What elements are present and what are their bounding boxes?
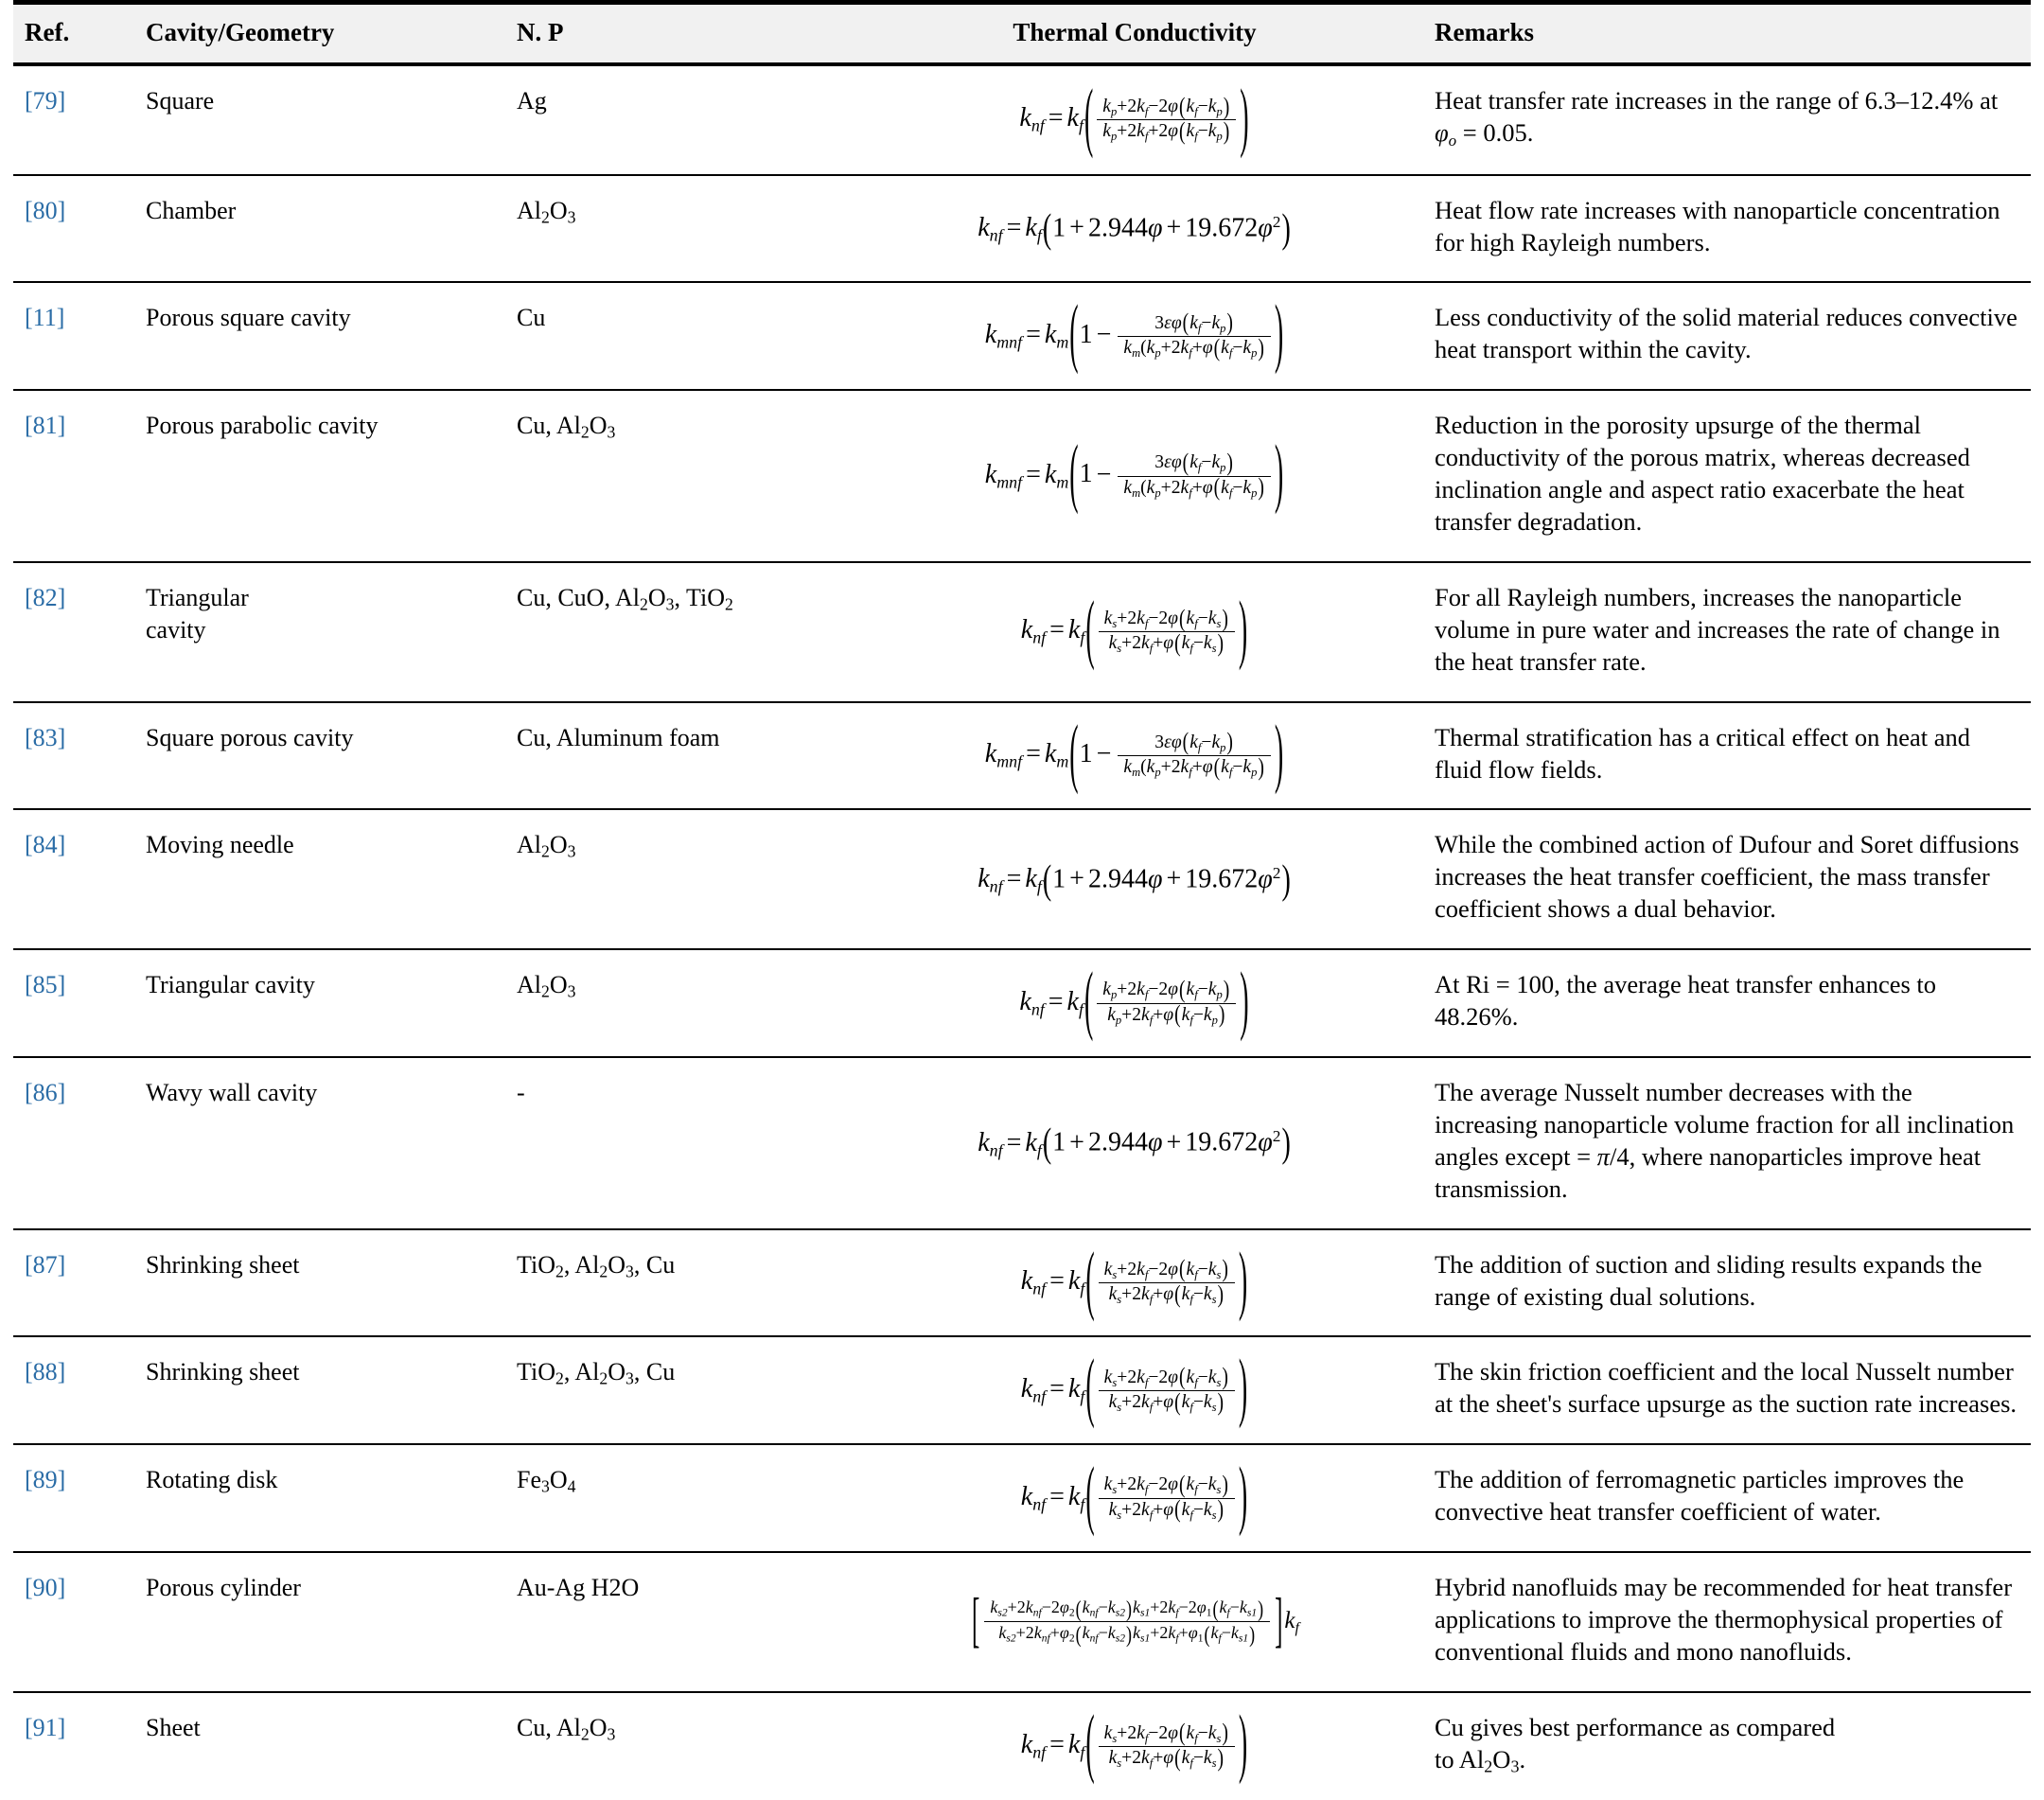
nanoparticle-cell: Cu, Aluminum foam [505,702,846,810]
formula-cell [846,1057,1423,1229]
table-row [13,702,2031,810]
geometry-cell [134,562,505,702]
column-header-ref: Ref. [25,18,70,46]
remarks-cell: The average Nusselt number decreases with the increasing nanoparticle volume fraction for all inclination angles except = π/4, where nanoparticles improve heat transmission. [1423,1057,2031,1229]
remarks-cell: The addition of suction and sliding results expands the range of existing dual solutions. [1423,1229,2031,1337]
table-row [13,1057,2031,1229]
table-row [13,1229,2031,1337]
ref-cell[interactable]: [91] [13,1692,134,1800]
formula-knf-poly: $k_{nf} = k_f(1 + 2.944\varphi + 19.672\varphi^2)$ [978,1121,1291,1167]
nanoparticle-cell: $Al_2O_3$ [505,175,846,283]
geometry-line-1: Triangular [146,583,249,611]
ref-cell[interactable]: [86] [13,1057,134,1229]
formula-knf-s-2phi: $k_{nf} = k_f$( $\frac{k_s+2k_f-2\varphi(k_f-k_s)}{k_s+2k_f+\varphi(k_f-k_s)}$ ) [1020,1454,1248,1540]
geometry-cell: Triangular cavity [134,949,505,1057]
ref-cell[interactable]: [88] [13,1336,134,1444]
nanoparticle-cell: TiO$_2$, $Al_2O_3$, Cu [505,1229,846,1337]
nanoparticle-cell: TiO$_2$, $Al_2O_3$, Cu [505,1336,846,1444]
remarks-cell: For all Rayleigh numbers, increases the nanoparticle volume in pure water and increases the rate of change in the heat transfer rate. [1423,562,2031,702]
geometry-cell: Square [146,87,215,115]
geometry-cell: Porous cylinder [134,1552,505,1692]
formula-cell [846,282,1423,390]
remarks-cell: Cu gives best performance as compared to $Al_2O_3$. [1423,1692,2031,1800]
geometry-cell: Square porous cavity [134,702,505,810]
geometry-cell: Wavy wall cavity [134,1057,505,1229]
formula-cell [846,1444,1423,1552]
remarks-cell: Heat transfer rate increases in the range of 6.3–12.4% at $\varphi_o = 0.05$. [1435,86,1999,150]
formula-kmnf: $k_{mnf} = k_m(1$ − $\frac{3\varepsilon\varphi(k_f-k_p)}{k_m(k_p+2k_f+\varphi(k_f-k_p)}$ ) [984,432,1284,518]
geometry-cell: Shrinking sheet [134,1336,505,1444]
remarks-cell: Heat flow rate increases with nanoparticle concentration for high Rayleigh numbers. [1423,175,2031,283]
nanoparticle-cell: Cu [505,282,846,390]
header-row [13,3,2031,65]
nanoparticle-cell: Cu, $Al_2O_3$ [505,1692,846,1800]
formula-cell [846,562,1423,702]
table-row [13,949,2031,1057]
geometry-cell: Chamber [134,175,505,283]
table-row [13,1444,2031,1552]
table-row [13,64,2031,175]
remarks-cell: The skin friction coefficient and the local Nusselt number at the sheet's surface upsurge as the suction rate increases. [1423,1336,2031,1444]
nanoparticle-cell: - [505,1057,846,1229]
column-header-np: N. P [517,18,564,46]
nanoparticle-cell: Cu, CuO, $Al_2O_3$, TiO$_2$ [505,562,846,702]
ref-cell[interactable]: [84] [13,809,134,949]
ref-cell[interactable]: [83] [13,702,134,810]
geometry-cell: Porous square cavity [134,282,505,390]
table-row [13,809,2031,949]
column-header-remarks: Remarks [1435,18,1534,46]
formula-cell [846,1229,1423,1337]
thermal-conductivity-table [13,0,2031,1800]
table-row [13,1692,2031,1800]
remarks-cell: While the combined action of Dufour and Soret diffusions increases the heat transfer coefficient, the mass transfer coefficient shows a dual behavior. [1423,809,2031,949]
formula-cell [846,1552,1423,1692]
formula-kmnf: $k_{mnf} = k_m(1$ − $\frac{3\varepsilon\varphi(k_f-k_p)}{k_m(k_p+2k_f+\varphi(k_f-k_p)}$ ) [984,291,1284,378]
formula-knf-p-1phi: $k_{nf} = k_f$( $\frac{k_p+2k_f-2\varphi(k_f-k_p)}{k_p+2k_f+\varphi(k_f-k_p)}$ ) [1019,959,1249,1045]
geometry-line-2: cavity [146,615,206,644]
table-row [13,562,2031,702]
formula-kmnf: $k_{mnf} = k_m(1$ − $\frac{3\varepsilon\varphi(k_f-k_p)}{k_m(k_p+2k_f+\varphi(k_f-k_p)}$ ) [984,712,1284,798]
formula-cell [846,1692,1423,1800]
formula-cell [846,809,1423,949]
table-row [13,175,2031,283]
ref-cell[interactable]: [82] [13,562,134,702]
formula-hybrid: [ $\frac{k_{s2}+2k_{nf}-2\varphi_2(k_{nf}-k_{s2})k_{s1}+2k_f-2\varphi_1(k_f-k_{s1})}{k_{s2}+2k_{nf}+\varphi_2(k_{nf}-k_{s2})k_{s1}+2k_f+\varphi_1(k_f-k_{s1})}$ ]$k_f$ [972,1588,1299,1656]
formula-knf-p-2phi: $k_{nf} = k_f$( $\frac{k_p+2k_f-2\varphi(k_f-k_p)}{k_p+2k_f+2\varphi(k_f-k_p)}$ ) [1019,76,1249,162]
formula-knf-poly: $k_{nf} = k_f(1 + 2.944\varphi + 19.672\varphi^2)$ [978,206,1291,253]
formula-knf-s-2phi: $k_{nf} = k_f$( $\frac{k_s+2k_f-2\varphi(k_f-k_s)}{k_s+2k_f+\varphi(k_f-k_s)}$ ) [1020,1239,1248,1325]
formula-cell [846,702,1423,810]
remarks-cell: The addition of ferromagnetic particles improves the convective heat transfer coefficient of water. [1423,1444,2031,1552]
nanoparticle-cell: $Al_2O_3$ [505,949,846,1057]
table-row [13,390,2031,562]
table-body [13,64,2031,1800]
table-row [13,1336,2031,1444]
formula-cell [846,64,1423,175]
formula-knf-s-2phi: $k_{nf} = k_f$( $\frac{k_s+2k_f-2\varphi(k_f-k_s)}{k_s+2k_f+\varphi(k_f-k_s)}$ ) [1020,588,1248,674]
table-header [13,3,2031,65]
formula-knf-poly: $k_{nf} = k_f(1 + 2.944\varphi + 19.672\varphi^2)$ [978,856,1291,903]
ref-cell[interactable]: [81] [13,390,134,562]
remarks-cell: Hybrid nanofluids may be recommended for heat transfer applications to improve the thermophysical properties of conventional fluids and mono nanofluids. [1423,1552,2031,1692]
geometry-cell: Porous parabolic cavity [134,390,505,562]
remarks-cell: Thermal stratification has a critical effect on heat and fluid flow fields. [1423,702,2031,810]
geometry-cell: Shrinking sheet [134,1229,505,1337]
remarks-cell: At Ri = 100, the average heat transfer enhances to 48.26%. [1423,949,2031,1057]
nanoparticle-cell: $Fe_3O_4$ [505,1444,846,1552]
geometry-cell: Rotating disk [134,1444,505,1552]
remarks-cell: Reduction in the porosity upsurge of the thermal conductivity of the porous matrix, whereas decreased inclination angle and aspect ratio exacerbate the heat transfer degradation. [1423,390,2031,562]
geometry-cell: Sheet [134,1692,505,1800]
table-row [13,1552,2031,1692]
nanoparticle-cell: $Al_2O_3$ [505,809,846,949]
table-row [13,282,2031,390]
formula-knf-s-2phi: $k_{nf} = k_f$( $\frac{k_s+2k_f-2\varphi(k_f-k_s)}{k_s+2k_f+\varphi(k_f-k_s)}$ ) [1020,1346,1248,1432]
ref-cell[interactable]: [89] [13,1444,134,1552]
formula-cell [846,949,1423,1057]
ref-cell[interactable]: [90] [13,1552,134,1692]
nanoparticle-cell: Au-Ag H2O [505,1552,846,1692]
formula-cell [846,1336,1423,1444]
ref-cell[interactable]: [85] [13,949,134,1057]
remarks-cell: Less conductivity of the solid material reduces convective heat transport within the cavity. [1423,282,2031,390]
nanoparticle-cell: Cu, $Al_2O_3$ [505,390,846,562]
column-header-thermal-conductivity: Thermal Conductivity [1013,18,1257,46]
geometry-cell: Moving needle [134,809,505,949]
formula-cell [846,390,1423,562]
formula-cell [846,175,1423,283]
ref-cell[interactable]: [79] [25,87,66,115]
formula-knf-s-2phi: $k_{nf} = k_f$( $\frac{k_s+2k_f-2\varphi(k_f-k_s)}{k_s+2k_f+\varphi(k_f-k_s)}$ ) [1020,1703,1248,1788]
nanoparticle-cell: Ag [517,87,547,115]
ref-cell[interactable]: [11] [13,282,134,390]
ref-cell[interactable]: [80] [13,175,134,283]
ref-cell[interactable]: [87] [13,1229,134,1337]
column-header-geometry: Cavity/Geometry [146,18,335,46]
